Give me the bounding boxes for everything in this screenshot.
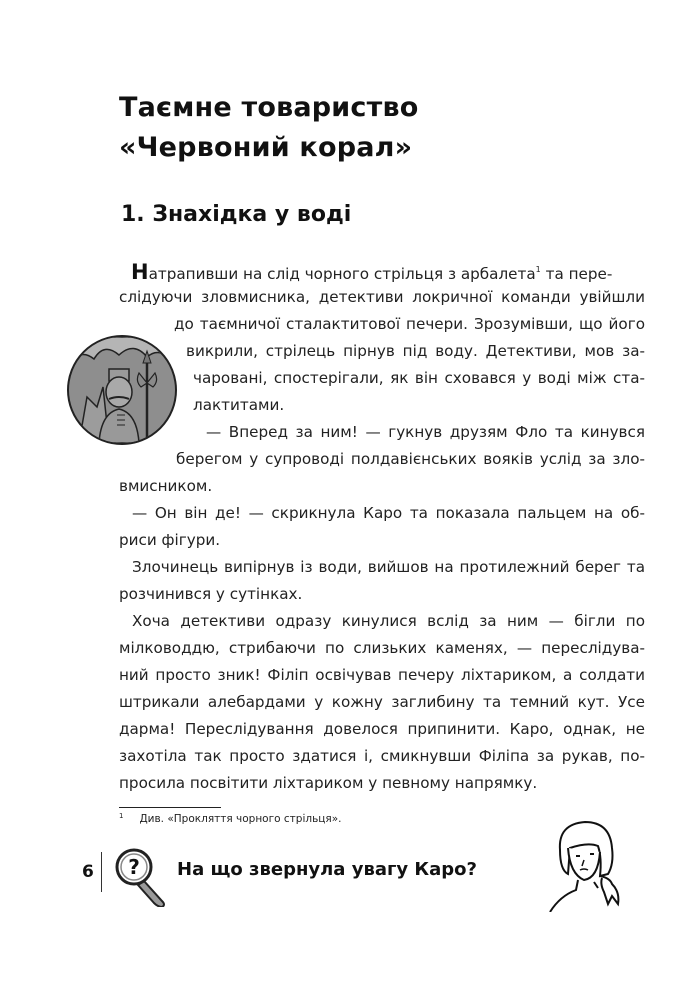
soldier-medallion-illustration [67,335,177,445]
soldier-portrait-icon [69,337,175,443]
page-title-line-1: Таємне товариство [119,92,419,123]
footnote [119,812,341,825]
reader-question: На що звернула увагу Каро? [177,859,477,880]
paragraph-line: чаровані, спостерігали, як він сховався у воді між ста- [193,369,645,387]
paragraph-line: штрикали алебардами у кожну заглибину та темний кут. Усе [119,693,645,711]
paragraph-line: Натрапивши на слід чорного стрільця з арбалета$^1$ та пере- [131,260,613,284]
footnote-text: Див. «Прокляття чорного стрільця». [139,813,342,825]
paragraph-line: — Вперед за ним! — гукнув друзям Фло та кинувся [206,423,645,441]
footnote-divider [119,807,221,808]
chapter-heading: 1. Знахідка у воді [121,202,352,227]
paragraph-line: захотіла так просто здатися і, смикнувши Філіпа за рукав, по- [119,747,645,765]
svg-text:?: ? [128,855,140,879]
paragraph-line: просила посвітити ліхтариком у певному напрямку. [119,774,538,792]
footnote-reference[interactable]: 1 [535,265,541,274]
magnifier-question-icon [114,847,170,907]
girl-portrait-icon [540,812,650,912]
drop-cap: Н [131,260,149,284]
paragraph-line: берегом у супроводі полдавієнських вояків услід за зло- [176,450,645,468]
paragraph-line: лактитами. [193,396,285,414]
paragraph-line: викрили, стрілець пірнув під воду. Детективи, мов за- [186,342,645,360]
page-title [119,88,599,168]
page-number: 6 [82,862,94,882]
paragraph-line: вмисником. [119,477,213,495]
paragraph-line: Злочинець випірнув із води, вийшов на протилежний берег та [132,558,645,576]
paragraph-line: ний просто зник! Філіп освічував печеру ліхтариком, а солдати [119,666,645,684]
paragraph-line: слідуючи зловмисника, детективи локричної команди увійшли [119,288,645,306]
paragraph-line: — Он він де! — скрикнула Каро та показала пальцем на об- [132,504,645,522]
page-number-divider [101,852,102,892]
footnote-number: 1 [119,812,124,820]
paragraph-line: до таємничої сталактитової печери. Зрозумівши, що його [174,315,645,333]
paragraph-line: розчинився у сутінках. [119,585,303,603]
paragraph-line: риси фігури. [119,531,221,549]
page-title-line-2: «Червоний корал» [119,132,413,163]
paragraph-line: дарма! Переслідування довелося припинити. Каро, однак, не [119,720,645,738]
paragraph-line: Хоча детективи одразу кинулися вслід за ним — бігли по [132,612,645,630]
karo-character-illustration [540,812,650,912]
paragraph-line: мілководдю, стрибаючи по слизьких каменях, — переслідува- [119,639,645,657]
